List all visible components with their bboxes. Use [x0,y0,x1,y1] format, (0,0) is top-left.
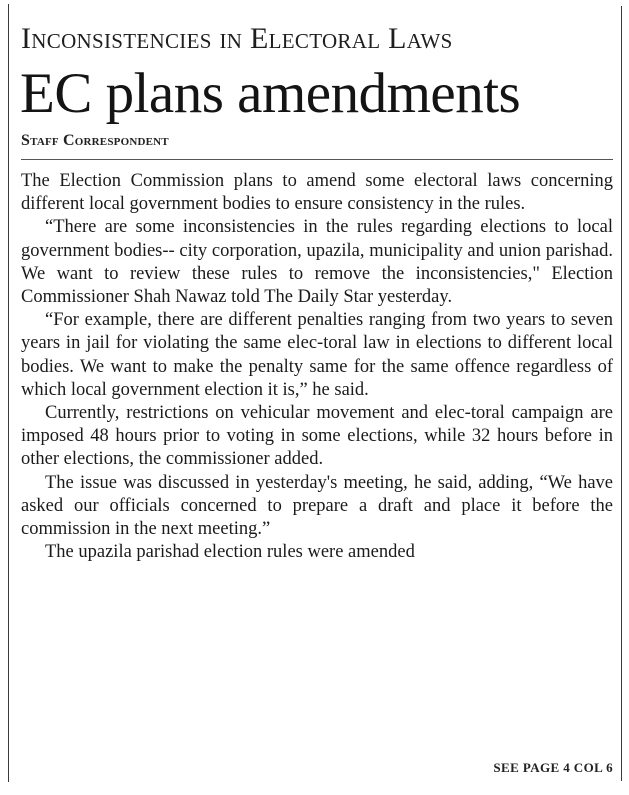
column-rule-right [621,6,622,781]
continuation-jump-line: SEE PAGE 4 COL 6 [493,760,613,775]
kicker-headline: Inconsistencies in Electoral Laws [21,22,453,55]
paragraph-3: “For example, there are different penalties ranging from two years to seven years in jail for violating the same elec-toral law in elections to different local bodies. We want to make the penalty same for the same offence regardless of which local government election it is,” he said. [21,310,613,400]
article-body [21,170,613,564]
paragraph-4: Currently, restrictions on vehicular movement and elec-toral campaign are imposed 48 hours prior to voting in some elections, while 32 hours before in other elections, the commissioner added. [21,403,613,470]
paragraph-2: “There are some inconsistencies in the rules regarding elections to local government bodies-- city corporation, upazila, municipality and union parishad. We want to review these rules to remove the inconsistencies," Election Commissioner Shah Nawaz told The Daily Star yesterday. [21,217,613,308]
column-rule-left [8,4,9,782]
byline: Staff Correspondent [21,132,169,149]
main-headline: EC plans amendments [20,62,521,125]
paragraph-6: The upazila parishad election rules were amended [45,542,415,563]
byline-divider [21,159,613,160]
paragraph-1: The Election Commission plans to amend some electoral laws concerning different local government bodies to ensure consistency in the rules. [21,171,613,215]
paragraph-5: The issue was discussed in yesterday's meeting, he said, adding, “We have asked our officials concerned to prepare a draft and place it before the commission in the next meeting.” [21,472,613,540]
